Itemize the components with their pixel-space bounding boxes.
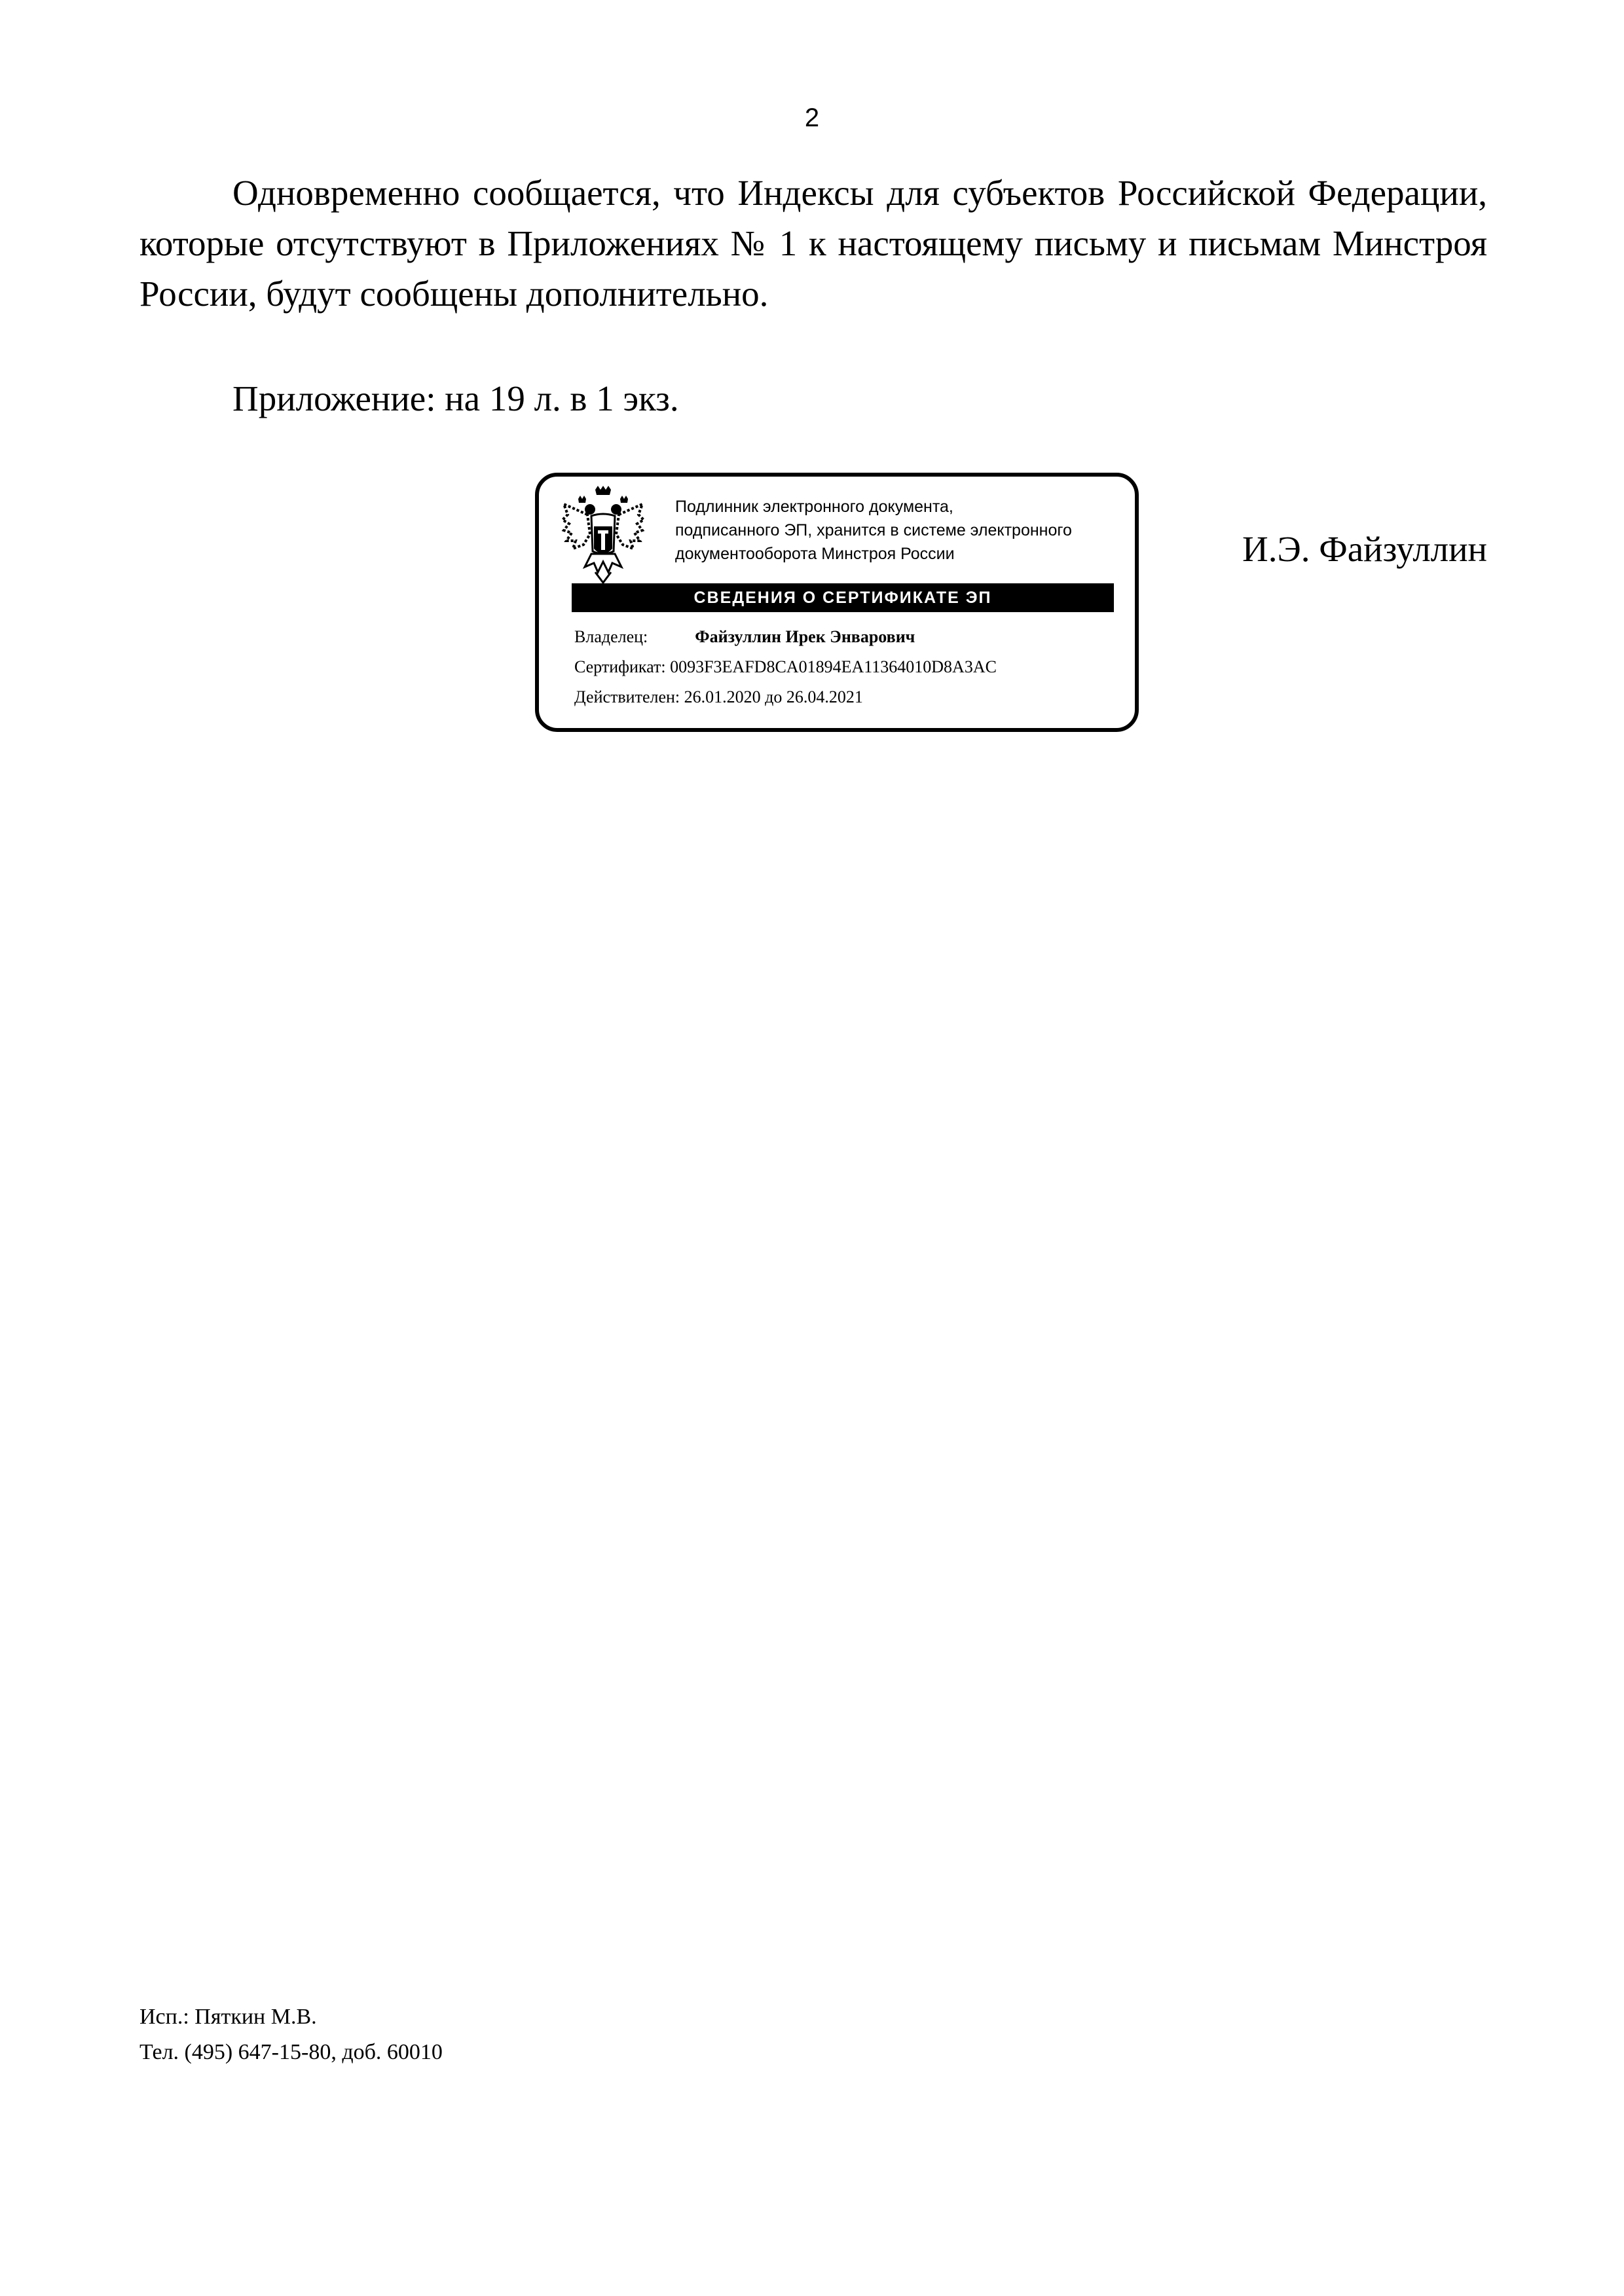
stamp-header-line: документооборота Минстроя России [675, 545, 955, 563]
validity-value: 26.01.2020 до 26.04.2021 [684, 687, 863, 706]
validity-row [574, 682, 1131, 712]
coat-of-arms-icon [561, 486, 645, 584]
stamp-header [675, 495, 1134, 566]
certificate-row [574, 652, 1131, 682]
signer-name: И.Э. Файзуллин [1242, 529, 1487, 569]
certificate-value: 0093F3EAFD8CA01894EA11364010D8A3AC [670, 657, 997, 676]
owner-value: Файзуллин Ирек Энварович [695, 627, 915, 646]
certificate-label: Сертификат: [574, 657, 666, 676]
body-paragraph: Одновременно сообщается, что Индексы для субъектов Российской Федерации, которые отсутствуют в Приложениях № 1 к настоящему письму и письмам Минстроя России, будут сообщены дополнительно. [139, 173, 1487, 314]
attachment-line: Приложение: на 19 л. в 1 экз. [232, 378, 679, 418]
owner-row [574, 622, 1131, 652]
owner-label: Владелец: [574, 627, 648, 646]
signature-stamp [535, 473, 1139, 732]
stamp-header-line: Подлинник электронного документа, [675, 498, 953, 516]
phone-line: Тел. (495) 647-15-80, доб. 60010 [139, 2040, 443, 2064]
executor-line: Исп.: Пяткин М.В. [139, 2005, 317, 2029]
validity-label: Действителен: [574, 687, 680, 706]
certificate-details [574, 622, 1131, 712]
stamp-header-line: подписанного ЭП, хранится в системе электронного [675, 521, 1072, 539]
page-number: 2 [804, 103, 820, 132]
certificate-info-bar: СВЕДЕНИЯ О СЕРТИФИКАТЕ ЭП [572, 583, 1114, 612]
footer [139, 1999, 443, 2070]
